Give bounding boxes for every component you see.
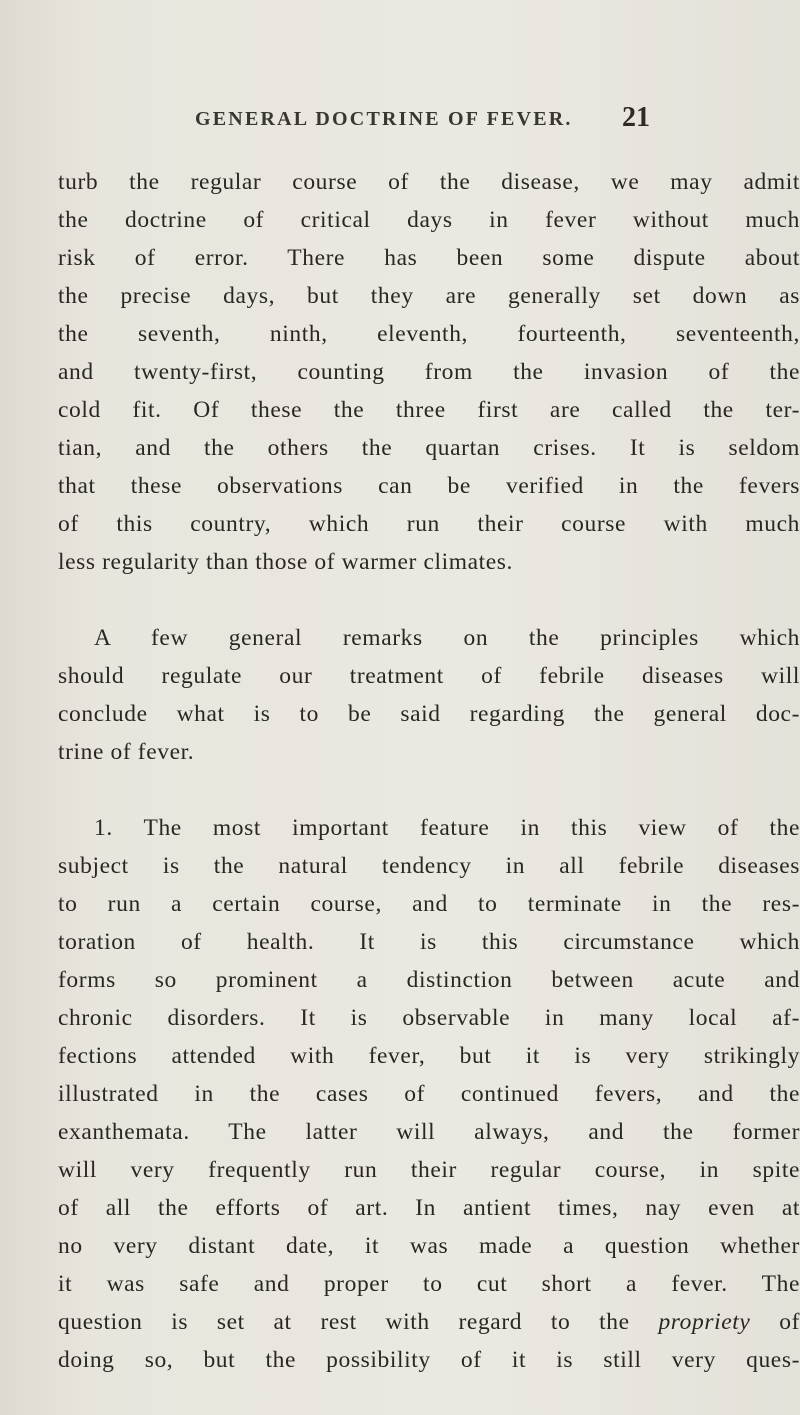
text-line: the doctrine of critical days in fever without much <box>58 207 800 233</box>
text-line: of this country, which run their course with much <box>58 511 800 537</box>
text-fragment: question is set at rest with regard to the <box>58 1309 630 1335</box>
text-line: 1. The most important feature in this view of the <box>94 815 800 841</box>
running-head: GENERAL DOCTRINE OF FEVER. <box>195 108 573 130</box>
text-line: and twenty-first, counting from the invasion of the <box>58 359 800 385</box>
text-line: tian, and the others the quartan crises. It is seldom <box>58 435 800 461</box>
body-text <box>58 163 800 1379</box>
text-line: doing so, but the possibility of it is still very ques- <box>58 1347 800 1373</box>
paragraph-gap <box>58 771 800 809</box>
text-line: conclude what is to be said regarding the general doc- <box>58 701 800 727</box>
page-number: 21 <box>622 102 650 133</box>
paragraph-1 <box>58 163 800 581</box>
text-line: to run a certain course, and to terminate in the res- <box>58 891 800 917</box>
text-line: turb the regular course of the disease, we may admit <box>58 169 800 195</box>
text-line: risk of error. There has been some dispute about <box>58 245 800 271</box>
paragraph-2 <box>58 619 800 771</box>
text-line: it was safe and proper to cut short a fever. The <box>58 1271 800 1297</box>
text-line: the seventh, ninth, eleventh, fourteenth, seventeenth, <box>58 321 800 347</box>
text-line: of all the efforts of art. In antient times, nay even at <box>58 1195 800 1221</box>
text-line: should regulate our treatment of febrile diseases will <box>58 663 800 689</box>
text-line: that these observations can be verified in the fevers <box>58 473 800 499</box>
text-line: chronic disorders. It is observable in many local af- <box>58 1005 800 1031</box>
text-line: A few general remarks on the principles which <box>94 625 800 651</box>
italic-word: propriety <box>658 1309 751 1335</box>
text-line: illustrated in the cases of continued fevers, and the <box>58 1081 800 1107</box>
text-line: exanthemata. The latter will always, and the former <box>58 1119 800 1145</box>
text-line: less regularity than those of warmer climates. <box>58 549 514 575</box>
page-header <box>0 102 800 148</box>
paragraph-gap <box>58 581 800 619</box>
text-line: will very frequently run their regular course, in spite <box>58 1157 800 1183</box>
text-line: fections attended with fever, but it is very strikingly <box>58 1043 800 1069</box>
text-line: the precise days, but they are generally set down as <box>58 283 800 309</box>
text-line <box>58 1303 800 1341</box>
text-line: subject is the natural tendency in all febrile diseases <box>58 853 800 879</box>
text-line: no very distant date, it was made a question whether <box>58 1233 800 1259</box>
text-line: trine of fever. <box>58 739 195 765</box>
text-fragment: of <box>779 1309 800 1335</box>
text-line: toration of health. It is this circumstance which <box>58 929 800 955</box>
text-line: cold fit. Of these the three first are called the ter- <box>58 397 800 423</box>
paragraph-3 <box>58 809 800 1379</box>
text-line: forms so prominent a distinction between acute and <box>58 967 800 993</box>
